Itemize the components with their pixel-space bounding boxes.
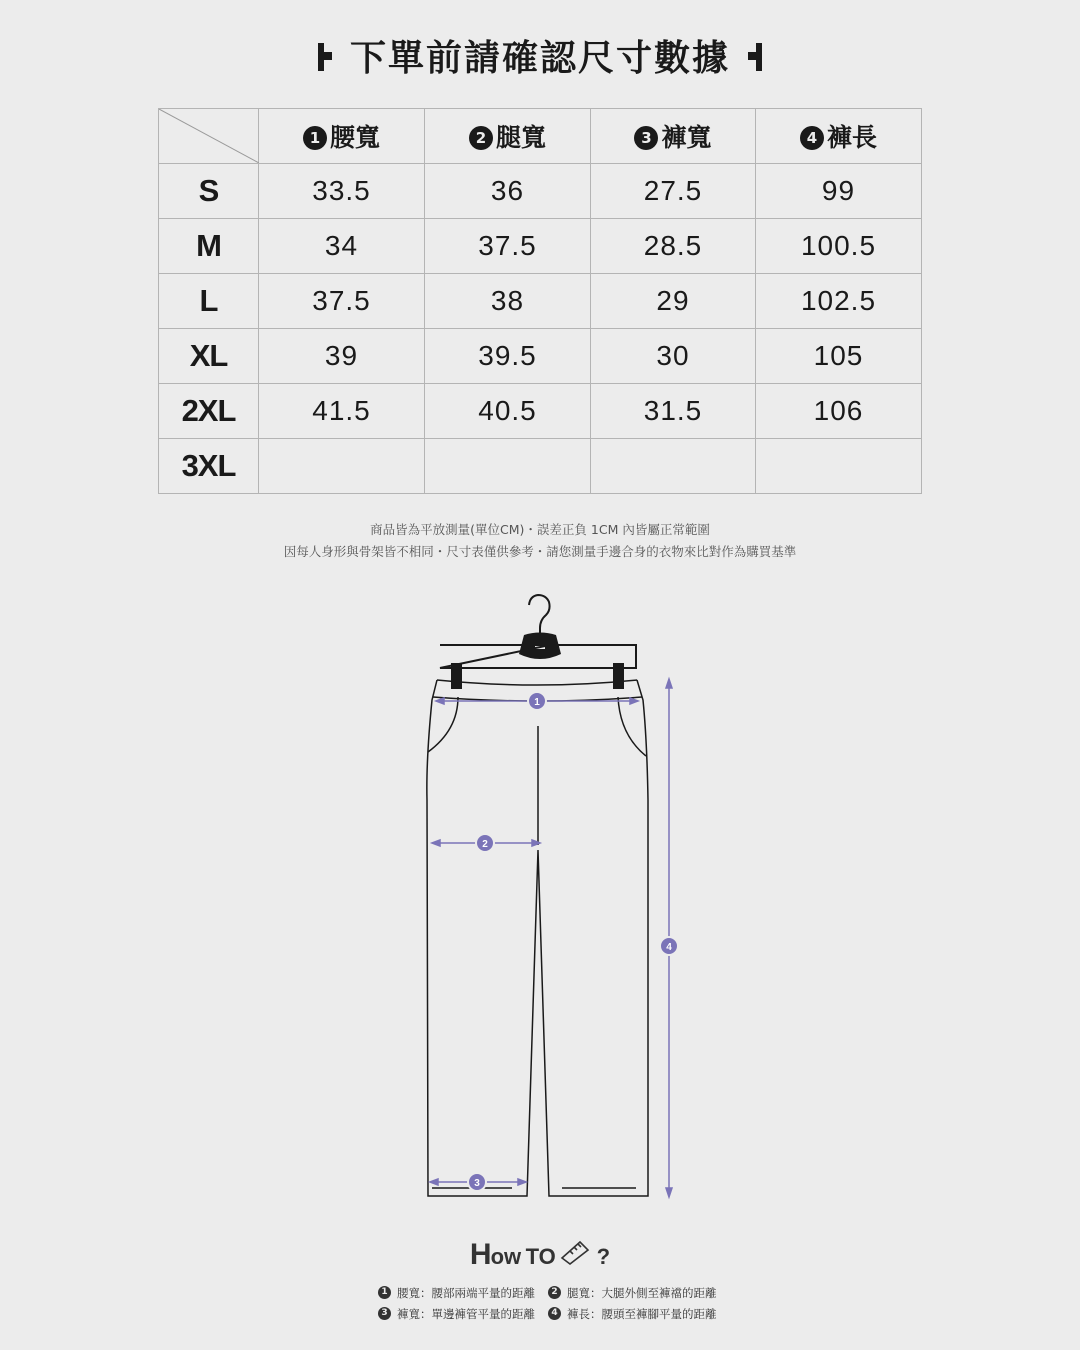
table-cell: 28.5 bbox=[591, 219, 756, 274]
table-cell: 99 bbox=[756, 164, 922, 219]
page-title bbox=[0, 30, 1080, 81]
header-waist: 1 腰寬 bbox=[259, 109, 425, 164]
table-cell bbox=[591, 439, 756, 494]
measurement-legend bbox=[378, 1282, 718, 1324]
table-cell bbox=[756, 439, 922, 494]
size-label: L bbox=[159, 274, 259, 329]
bracket-right-icon bbox=[744, 39, 764, 73]
legend-item: 3 褲寬：單邊褲管平量的距離 bbox=[378, 1306, 548, 1322]
table-cell: 27.5 bbox=[591, 164, 756, 219]
size-table bbox=[158, 108, 922, 494]
diagonal-line-icon bbox=[159, 109, 259, 163]
table-cell: 100.5 bbox=[756, 219, 922, 274]
ruler-pencil-icon bbox=[560, 1240, 592, 1266]
pants-illustration bbox=[380, 585, 700, 1210]
size-label: 2XL bbox=[159, 384, 259, 439]
note-line-1: 商品皆為平放測量(單位CM)・誤差正負 1CM 內皆屬正常範圍 bbox=[370, 522, 710, 537]
table-row bbox=[159, 164, 922, 219]
legend-item: 4 褲長：腰頭至褲腳平量的距離 bbox=[548, 1306, 718, 1322]
table-row bbox=[159, 219, 922, 274]
table-cell: 41.5 bbox=[259, 384, 425, 439]
table-row bbox=[159, 329, 922, 384]
table-cell: 29 bbox=[591, 274, 756, 329]
svg-text:3: 3 bbox=[474, 1178, 480, 1189]
measurement-notes bbox=[0, 519, 1080, 563]
size-label: S bbox=[159, 164, 259, 219]
legend-item: 2 腿寬：大腿外側至褲襠的距離 bbox=[548, 1285, 718, 1301]
bracket-left-icon bbox=[316, 39, 336, 73]
svg-text:4: 4 bbox=[666, 942, 672, 953]
header-length: 4 褲長 bbox=[756, 109, 922, 164]
table-cell: 38 bbox=[425, 274, 591, 329]
header-leg-opening: 3 褲寬 bbox=[591, 109, 756, 164]
how-to-heading: How TO ? bbox=[469, 1238, 611, 1271]
table-cell: 36 bbox=[425, 164, 591, 219]
table-corner-cell bbox=[159, 109, 259, 164]
table-cell: 105 bbox=[756, 329, 922, 384]
table-cell: 106 bbox=[756, 384, 922, 439]
table-cell: 34 bbox=[259, 219, 425, 274]
svg-text:2: 2 bbox=[482, 839, 488, 850]
pants-outline-icon bbox=[427, 680, 648, 1196]
table-row bbox=[159, 384, 922, 439]
title-text: 下單前請確認尺寸數據 bbox=[349, 38, 730, 79]
marker-1 bbox=[528, 692, 546, 710]
table-cell: 31.5 bbox=[591, 384, 756, 439]
table-row bbox=[159, 439, 922, 494]
svg-text:1: 1 bbox=[534, 697, 540, 708]
hanger-hook-icon bbox=[529, 595, 550, 638]
hanger-clip-left-icon bbox=[451, 663, 462, 689]
size-label: 3XL bbox=[159, 439, 259, 494]
hanger-clip-right-icon bbox=[613, 663, 624, 689]
table-cell: 39 bbox=[259, 329, 425, 384]
size-label: XL bbox=[159, 329, 259, 384]
note-line-2: 因每人身形與骨架皆不相同・尺寸表僅供參考・請您測量手邊合身的衣物來比對作為購買基準 bbox=[283, 544, 797, 559]
table-cell: 39.5 bbox=[425, 329, 591, 384]
legend-item: 1 腰寬：腰部兩端平量的距離 bbox=[378, 1285, 548, 1301]
header-thigh: 2 腿寬 bbox=[425, 109, 591, 164]
marker-4 bbox=[660, 937, 678, 955]
table-cell: 30 bbox=[591, 329, 756, 384]
table-row bbox=[159, 274, 922, 329]
table-cell bbox=[425, 439, 591, 494]
table-cell: 33.5 bbox=[259, 164, 425, 219]
pants-diagram bbox=[380, 585, 700, 1214]
table-header-row bbox=[159, 109, 922, 164]
table-cell: 40.5 bbox=[425, 384, 591, 439]
table-cell: 102.5 bbox=[756, 274, 922, 329]
marker-3 bbox=[468, 1173, 486, 1191]
table-cell: 37.5 bbox=[425, 219, 591, 274]
size-label: M bbox=[159, 219, 259, 274]
marker-2 bbox=[476, 834, 494, 852]
table-cell bbox=[259, 439, 425, 494]
table-cell: 37.5 bbox=[259, 274, 425, 329]
